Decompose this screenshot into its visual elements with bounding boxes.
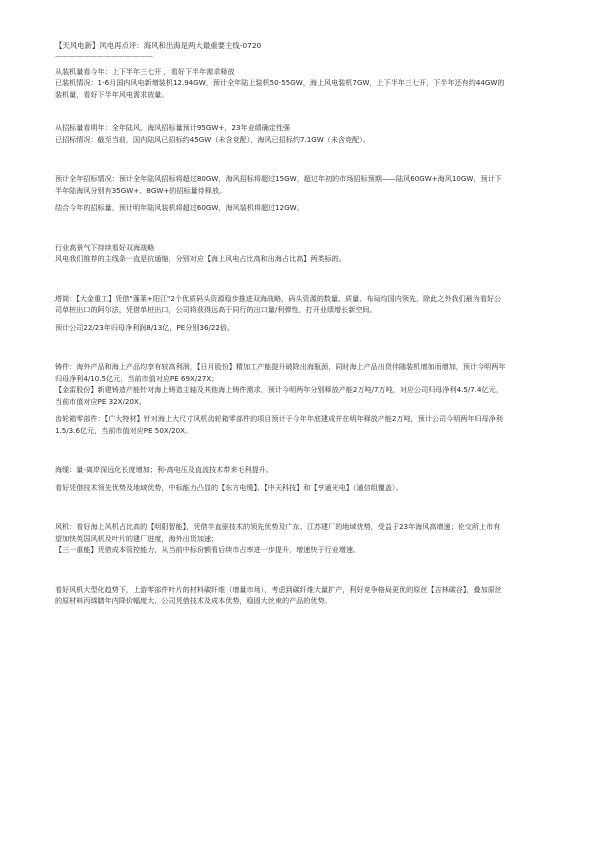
- document-title: 【天风电新】风电再点评：海风和出海是两大最重要主线-0720: [55, 41, 262, 50]
- paragraph-line: 看好风机大型化趋势下，上游零部件叶片的材料碳纤维（增量市场），考虑到碳纤维大量扩产，利好竞争格局更优的原丝【吉林碳谷】，叠加原丝: [55, 584, 502, 594]
- paragraph-line: 当前市值对应PE 32X/20X。: [55, 396, 146, 406]
- paragraph-line: 望加快英国风机及叶片的建厂进度，海外出货加速；: [55, 533, 219, 543]
- section-cable: [55, 464, 567, 493]
- paragraph-line: 预计全年招标情况：预计全年陆风招标将超过80GW，海风招标将超过15GW，超过年初的市场招标预期——陆风60GW+海风10GW，预计下: [55, 174, 502, 183]
- section-turbine: [55, 521, 567, 556]
- paragraph-line: 的原材料丙烯腈年内降价幅度大，公司凭借技术及成本优势，稳固大丝束的产品的优势。: [55, 596, 332, 605]
- section-casting: [55, 361, 567, 436]
- paragraph-line: 海缆：量-离岸深远化长度增加；利-高电压及直流技术带来毛利提升。: [55, 465, 273, 474]
- section-heading: 从招标量看明年：全年陆风、海风招标量预计95GW+，23年业绩确定性强: [55, 123, 291, 132]
- paragraph-line: 风电我们推荐的主线条一直是抗通缩，分别对应【海上风电占比高和出海占比高】两类标的。: [55, 254, 346, 263]
- paragraph-line: 塔筒：【大金重工】凭借"蓬莱+阳江"2个优质码头资源稳步推进双海战略，码头资源的数量、质量、布局均国内领先，除此之外我们最为看好公: [55, 293, 502, 303]
- paragraph-line: 司单桩出口的阿尔法，凭借单桩出口，公司将获得远高于同行的出口量/利弹性，打开业绩增长新空间。: [55, 305, 377, 314]
- section-heading: 行业高景气下持续看好双海战略: [55, 242, 155, 252]
- section-double-sea-strategy: [55, 242, 567, 265]
- section-tender-forecast: [55, 173, 567, 214]
- paragraph-line: 铸件：海外产品和海上产品均享有较高利润，【日月股份】精加工产能提升破除出海瓶颈，同时海上产品出货伴随装机增加而增加，预计今明两年: [55, 362, 506, 371]
- title-rule: ——————————————: [55, 51, 153, 60]
- paragraph-line: 归母净利4/10.5亿元，当前市值对应PE 69X/27X；: [55, 373, 219, 383]
- paragraph-line: 【三一重能】凭借成本管控能力，从当前中标份额看后续市占率进一步提升，增速快于行业增速。: [55, 545, 361, 554]
- paragraph-line: 已招标情况：截至当前，国内陆风已招标约45GW（未含竞配），海风已招标约7.1GW（未含竞配）。: [55, 134, 370, 144]
- paragraph-line: 【金雷股份】新建铸造产能针对海上铸造主轴及其他海上铸件需求，预计今明两年分别释放产能2万吨/7万吨，对应公司归母净利4.5/7.4亿元，: [55, 385, 503, 394]
- paragraph-line: 齿轮箱零部件：【广大特材】针对海上大尺寸风机齿轮箱零部件的项目预计于今年年底建成并在明年释放产能2万吨，预计公司今明两年归母净利: [55, 414, 503, 423]
- paragraph-line: 风机：看好海上风机占比高的【明阳智能】，凭借半直驱技术的领先优势及广东、江苏建厂的地域优势，受益于23年海风高增速；伦交所上市有: [55, 522, 501, 531]
- section-install-this-year: [55, 66, 567, 101]
- document-page: [55, 40, 567, 607]
- paragraph-line: 1.5/3.6亿元，当前市值对应PE 50X/20X。: [55, 425, 193, 435]
- paragraph-line: 预计公司22/23年归母净利润8/13亿，PE分别36/22倍。: [55, 322, 235, 332]
- section-heading: 从装机量看今年：上下半年三七开 ，看好下半年需求释放: [55, 66, 235, 76]
- paragraph-line: 装机量，看好下半年风电需求放量。: [55, 89, 169, 99]
- paragraph-line: 结合今年的招标量，预计明年陆风装机将超过60GW，海风装机将超过12GW。: [55, 203, 304, 212]
- section-tower: [55, 293, 567, 334]
- section-carbon-fiber: [55, 584, 567, 607]
- paragraph-line: 已装机情况：1-6月国内风电新增装机12.94GW，预计全年陆上装机50-55GW，海上风电装机7GW，上下半年三七开，下半年还有约44GW的: [55, 78, 505, 87]
- paragraph-line: 看好凭借技术领先优势及地域优势，中标能力凸显的【东方电缆】、【中天科技】和【亨通光电】（通信组覆盖）。: [55, 482, 403, 492]
- section-tender-next-year: [55, 122, 567, 145]
- paragraph-line: 半年陆海风分别有35GW+、8GW+的招标量待释放。: [55, 185, 227, 195]
